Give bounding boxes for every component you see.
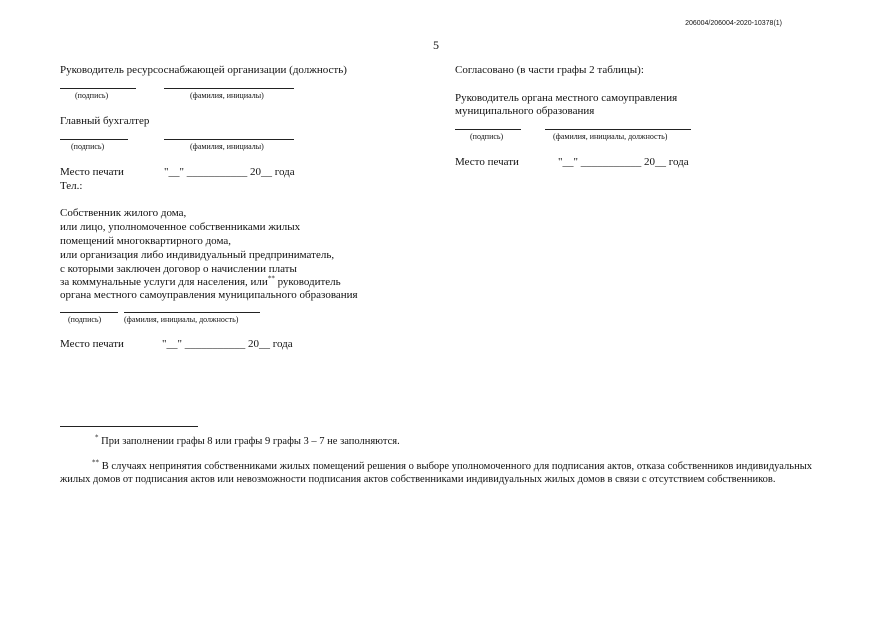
seal-label: Место печати xyxy=(60,338,124,350)
name-caption: (фамилия, инициалы, должность) xyxy=(553,132,668,141)
signature-caption: (подпись) xyxy=(470,132,504,141)
name-caption: (фамилия, инициалы) xyxy=(190,91,264,100)
owner-line-5: с которыми заключен договор о начислении платы xyxy=(60,263,297,275)
owner-line-4: или организация либо индивидуальный предприниматель, xyxy=(60,249,335,261)
owner-line-6: за коммунальные услуги для населения, или** руководитель xyxy=(60,274,341,288)
name-line xyxy=(164,139,294,140)
footnote-1: * При заполнении графы 8 или графы 9 графы 3 – 7 не заполняются. xyxy=(95,433,400,447)
signature-line xyxy=(60,139,128,140)
phone-label: Тел.: xyxy=(60,180,83,192)
footnote-separator xyxy=(60,426,198,427)
document-id: 206004/206004-2020-10378(1) xyxy=(685,20,782,27)
date-line: "__" ___________ 20__ года xyxy=(164,166,295,178)
signature-caption: (подпись) xyxy=(75,91,109,100)
date-line: "__" ___________ 20__ года xyxy=(558,156,689,168)
signature-caption: (подпись) xyxy=(68,315,102,324)
name-caption: (фамилия, инициалы, должность) xyxy=(124,315,239,324)
name-caption: (фамилия, инициалы) xyxy=(190,142,264,151)
name-line xyxy=(545,129,691,130)
accountant-title: Главный бухгалтер xyxy=(60,115,150,127)
head-title: Руководитель ресурсоснабжающей организации (должность) xyxy=(60,64,347,76)
seal-label: Место печати xyxy=(60,166,124,178)
owner-line-2: или лицо, уполномоченное собственниками жилых xyxy=(60,221,301,233)
name-line xyxy=(124,312,260,313)
footnote-2: ** В случаях непринятия собственниками жилых помещений решения о выборе уполномоченного для подписания актов, отказа собственников индивидуальных жилых домов от подписания актов или невозможности подписания актов собственниками индивидуальных жилых домов в связи с отсутствием собственников. xyxy=(60,458,812,485)
agreed-title: Согласовано (в части графы 2 таблицы): xyxy=(455,64,644,76)
page-number: 5 xyxy=(433,38,439,52)
owner-line-1: Собственник жилого дома, xyxy=(60,207,187,219)
signature-line xyxy=(60,312,118,313)
date-line: "__" ___________ 20__ года xyxy=(162,338,293,350)
signature-line xyxy=(60,88,136,89)
signature-line xyxy=(455,129,521,130)
signature-caption: (подпись) xyxy=(71,142,105,151)
authority-line-1: Руководитель органа местного самоуправления xyxy=(455,92,678,104)
seal-label: Место печати xyxy=(455,156,519,168)
name-line xyxy=(164,88,294,89)
owner-line-3: помещений многоквартирного дома, xyxy=(60,235,231,247)
owner-line-7: органа местного самоуправления муниципального образования xyxy=(60,289,358,301)
authority-line-2: муниципального образования xyxy=(455,105,595,117)
